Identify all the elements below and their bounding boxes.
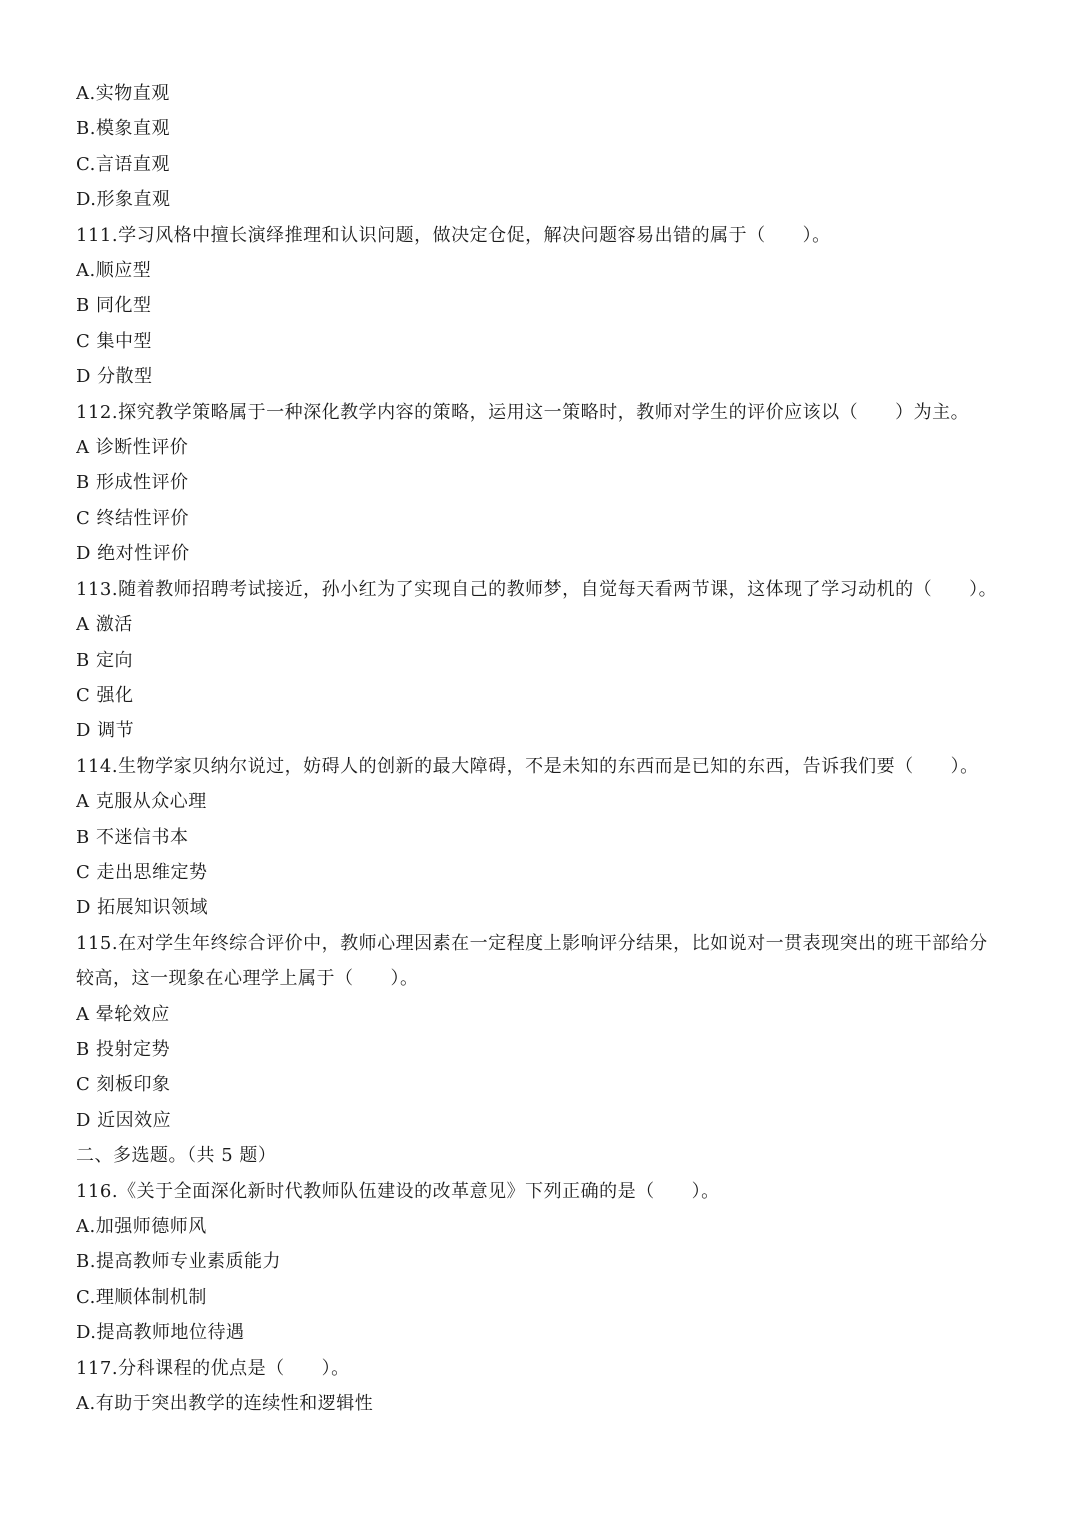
option-line: A 克服从众心理 — [76, 791, 207, 813]
option-line: D 绝对性评价 — [76, 543, 190, 565]
option-line: A.顺应型 — [76, 260, 152, 282]
option-line: C 终结性评价 — [76, 507, 189, 529]
question-111: 111.学习风格中擅长演绎推理和认识问题，做决定仓促，解决问题容易出错的属于（ ）。 — [76, 224, 831, 246]
option-line: B 定向 — [76, 649, 133, 671]
document-page — [76, 76, 1016, 1421]
option-line: A 诊断性评价 — [76, 437, 189, 459]
option-line: B.模象直观 — [76, 118, 170, 140]
option-line: B 投射定势 — [76, 1038, 170, 1060]
option-line: A.有助于突出教学的连续性和逻辑性 — [76, 1393, 374, 1415]
option-line: C 强化 — [76, 684, 134, 706]
question-115-continued: 较高，这一现象在心理学上属于（ ）。 — [76, 968, 419, 990]
option-line: D 拓展知识领域 — [76, 897, 209, 919]
question-115: 115.在对学生年终综合评价中，教师心理因素在一定程度上影响评分结果，比如说对一贯表现突出的班干部给分 — [76, 932, 988, 954]
question-114: 114.生物学家贝纳尔说过，妨碍人的创新的最大障碍，不是未知的东西而是已知的东西，告诉我们要（ ）。 — [76, 755, 979, 777]
option-line: B 不迷信书本 — [76, 826, 189, 848]
section-heading: 二、多选题。（共 5 题） — [76, 1145, 277, 1167]
option-line: B.提高教师专业素质能力 — [76, 1251, 281, 1273]
question-112: 112.探究教学策略属于一种深化教学内容的策略，运用这一策略时，教师对学生的评价应该以（ ）为主。 — [76, 401, 970, 423]
option-line: B 形成性评价 — [76, 472, 189, 494]
option-line: C 走出思维定势 — [76, 861, 208, 883]
option-line: D.形象直观 — [76, 189, 171, 211]
question-116: 116.《关于全面深化新时代教师队伍建设的改革意见》下列正确的是（ ）。 — [76, 1180, 720, 1202]
option-line: D 近因效应 — [76, 1109, 172, 1131]
option-line: D 调节 — [76, 720, 135, 742]
question-117: 117.分科课程的优点是（ ）。 — [76, 1357, 350, 1379]
option-line: C.理顺体制机制 — [76, 1286, 207, 1308]
option-line: C.言语直观 — [76, 153, 170, 175]
option-line: A.实物直观 — [76, 83, 170, 104]
option-line: A.加强师德师风 — [76, 1216, 207, 1237]
option-line: D.提高教师地位待遇 — [76, 1322, 245, 1344]
question-113: 113.随着教师招聘考试接近，孙小红为了实现自己的教师梦，自觉每天看两节课，这体现了学习动机的（ ）。 — [76, 578, 998, 600]
option-line: C 集中型 — [76, 330, 152, 352]
option-line: A 激活 — [76, 614, 133, 636]
option-line: A 晕轮效应 — [76, 1003, 170, 1025]
option-line: C 刻板印象 — [76, 1074, 171, 1096]
option-line: D 分散型 — [76, 366, 153, 388]
option-line: B 同化型 — [76, 295, 152, 317]
